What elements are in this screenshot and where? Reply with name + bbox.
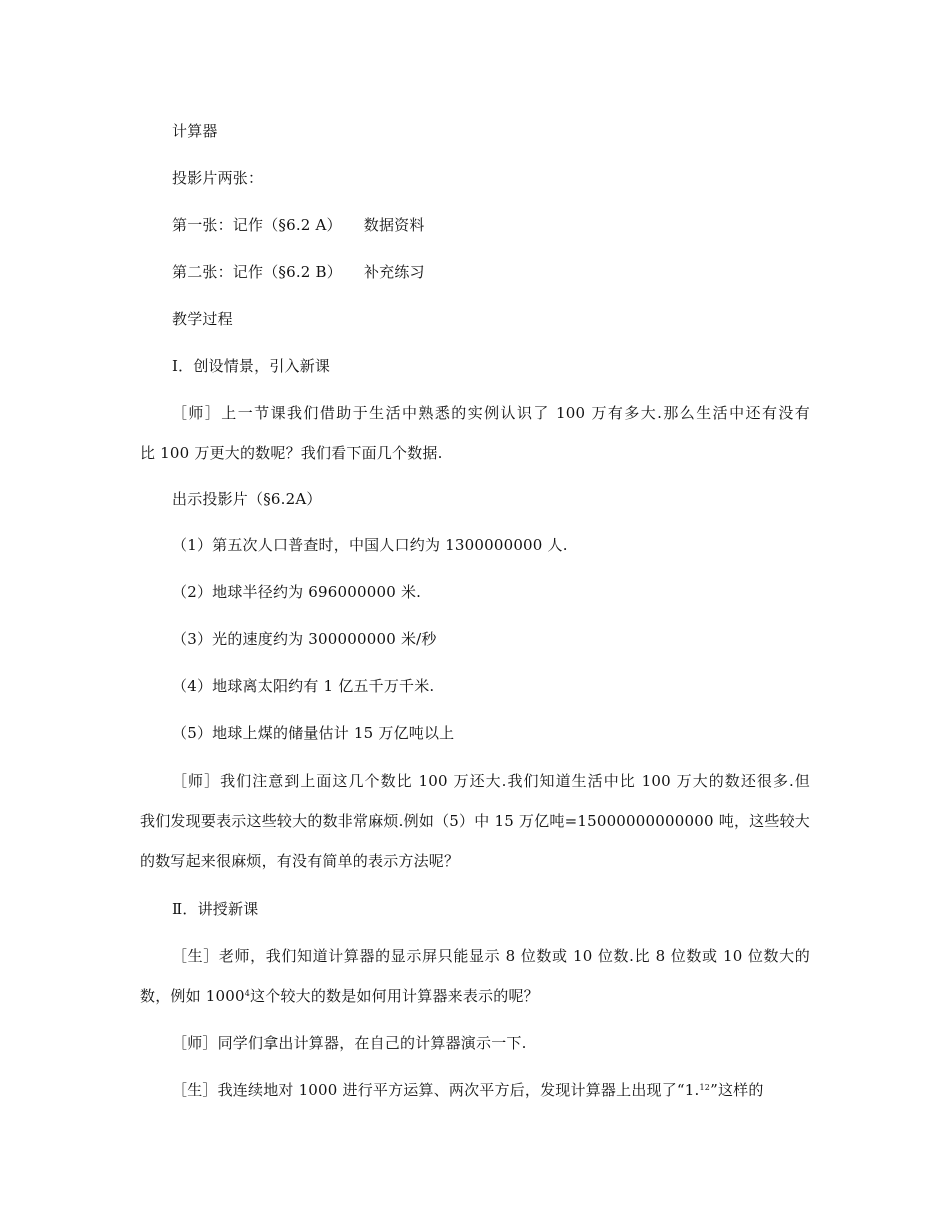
- text-line: 投影片两张：: [172, 169, 264, 187]
- list-item: （2）地球半径约为 696000000 米.: [172, 583, 422, 601]
- section-heading: 教学过程: [172, 310, 233, 328]
- superscript: 12: [699, 1083, 711, 1092]
- text-segment: 第二张：记作（§6.2 B）: [172, 263, 342, 281]
- text-line: [172, 262, 425, 282]
- text-line: [172, 1080, 764, 1100]
- text-segment: ”这样的: [710, 1081, 764, 1099]
- text-segment: 数，例如 1000: [140, 987, 245, 1005]
- text-line: [172, 215, 425, 235]
- text-line: 比 100 万更大的数呢？我们看下面几个数据.: [140, 444, 443, 462]
- text-line: 我们发现要表示这些较大的数非常麻烦.例如（5）中 15 万亿吨=15000000000000 吨，这些较大: [140, 812, 810, 830]
- section-heading: Ⅱ．讲授新课: [172, 900, 259, 918]
- text-line: 计算器: [172, 122, 218, 140]
- text-line: 出示投影片（§6.2A）: [172, 490, 322, 508]
- text-segment: 这个较大的数是如何用计算器来表示的呢？: [250, 987, 539, 1005]
- text-segment: 数据资料: [363, 216, 425, 234]
- list-item: （3）光的速度约为 300000000 米/秒: [172, 630, 437, 648]
- text-line: ［师］上一节课我们借助于生活中熟悉的实例认识了 100 万有多大.那么生活中还有没有: [172, 404, 810, 422]
- text-line: ［师］同学们拿出计算器，在自己的计算器演示一下.: [172, 1034, 527, 1052]
- section-heading: Ⅰ．创设情景，引入新课: [172, 357, 331, 375]
- text-line: ［师］我们注意到上面这几个数比 100 万还大.我们知道生活中比 100 万大的数还很多.但: [172, 772, 810, 790]
- text-segment: 补充练习: [363, 263, 425, 281]
- text-segment: ［生］我连续地对 1000 进行平方运算、两次平方后，发现计算器上出现了“1.: [172, 1081, 700, 1099]
- list-item: （1）第五次人口普查时，中国人口约为 1300000000 人.: [172, 536, 568, 554]
- list-item: （4）地球离太阳约有 1 亿五千万千米.: [172, 677, 435, 695]
- superscript: 4: [244, 989, 251, 998]
- text-segment: 第一张：记作（§6.2 A）: [172, 216, 342, 234]
- text-line: [140, 986, 539, 1006]
- list-item: （5）地球上煤的储量估计 15 万亿吨以上: [172, 724, 455, 742]
- text-line: ［生］老师，我们知道计算器的显示屏只能显示 8 位数或 10 位数.比 8 位数或 10 位数大的: [172, 947, 810, 965]
- text-line: 的数写起来很麻烦，有没有简单的表示方法呢？: [140, 852, 460, 870]
